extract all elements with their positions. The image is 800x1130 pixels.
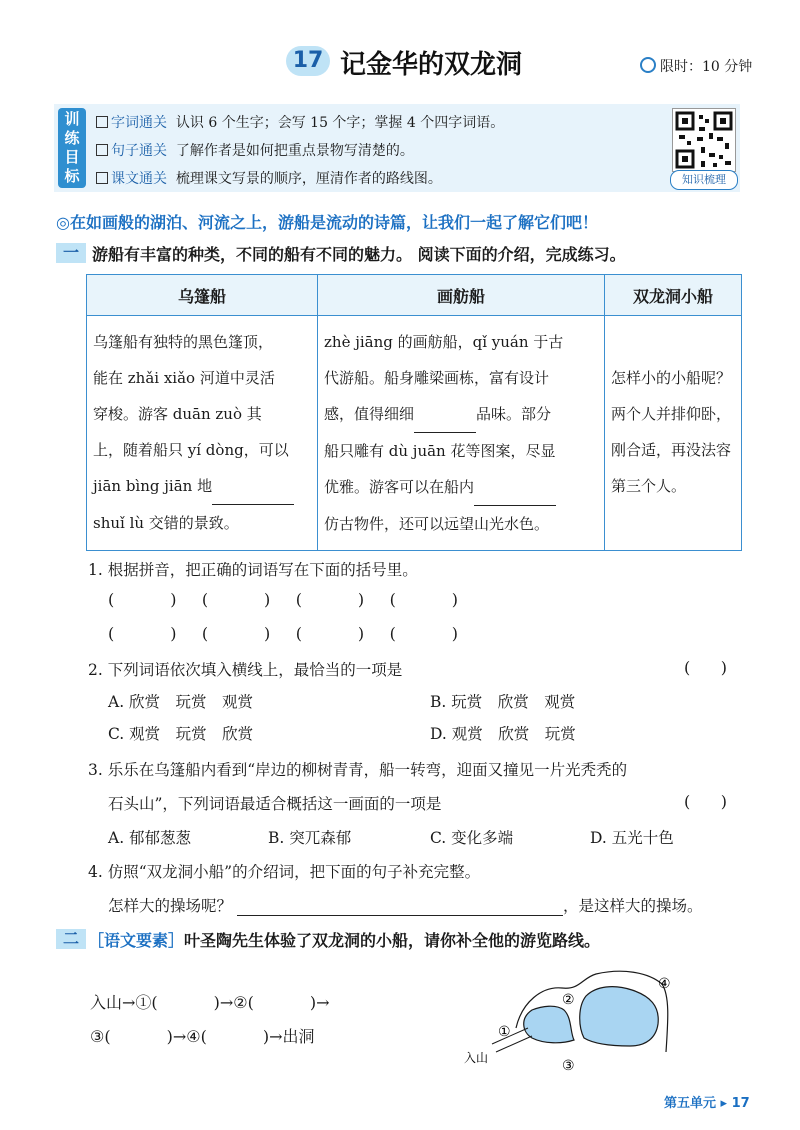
- question-2: 2. 下列词语依次填入横线上，最恰当的一项是: [88, 661, 403, 679]
- goal-item: 字词通关 认识 6 个生字；会写 15 个字；掌握 4 个四字词语。: [96, 112, 504, 132]
- option[interactable]: D. 观赏 欣赏 玩赏: [430, 725, 576, 743]
- option[interactable]: A. 欣赏 玩赏 观赏: [108, 693, 254, 711]
- table-cell: 乌篷船有独特的黑色篷顶， 能在 zhǎi xiǎo 河道中灵活 穿梭。游客 duān zuò 其 上，随着船只 yí dòng，可以 jiān bìng jiān 地 shuǐ lù 交错的景致。: [87, 316, 318, 551]
- option[interactable]: C. 观赏 玩赏 欣赏: [108, 725, 254, 743]
- fill-blank[interactable]: [474, 469, 556, 506]
- question-1: 1. 根据拼音，把正确的词语写在下面的括号里。: [88, 561, 418, 579]
- boat-table: [86, 274, 742, 551]
- table-cell: 怎样小的小船呢？ 两个人并排仰卧， 刚合适，再没法容 第三个人。: [605, 316, 742, 551]
- section-tag: 一: [56, 243, 86, 263]
- table-header: 乌篷船: [87, 275, 318, 316]
- answer-brackets-row[interactable]: ( ) ( ) ( ) ( ): [108, 624, 459, 643]
- goal-item: 句子通关 了解作者是如何把重点景物写清楚的。: [96, 140, 414, 160]
- clock-icon: [640, 57, 656, 73]
- question-4-line: 怎样大的操场呢？ ，是这样大的操场。: [108, 897, 703, 915]
- cave-chamber-outer: [524, 1006, 574, 1043]
- map-label-1: ①: [498, 1024, 511, 1040]
- section-heading: 游船有丰富的种类，不同的船有不同的魅力。 阅读下面的介绍，完成练习。: [92, 245, 626, 264]
- section-heading: ［语文要素］叶圣陶先生体验了双龙洞的小船，请你补全他的游览路线。: [88, 931, 601, 950]
- checkbox-icon[interactable]: [96, 144, 108, 156]
- fill-blank[interactable]: [237, 897, 563, 916]
- training-goals-tag: 训 练 目 标: [58, 108, 86, 188]
- question-3: 3. 乐乐在乌篷船内看到“岸边的柳树青青，船一转弯，迎面又撞见一片光秃秃的: [88, 761, 628, 779]
- question-3-cont: 石头山”，下列词语最适合概括这一画面的一项是: [108, 795, 442, 813]
- question-4: 4. 仿照“双龙洞小船”的介绍词，把下面的句子补充完整。: [88, 863, 481, 881]
- route-line: 入山→①( )→②( )→: [90, 993, 330, 1012]
- lesson-number: 17: [286, 46, 330, 76]
- answer-bracket[interactable]: ( ): [684, 792, 727, 811]
- map-label-3: ③: [562, 1058, 575, 1074]
- option[interactable]: A. 郁郁葱葱: [108, 829, 192, 847]
- table-header: 画舫船: [318, 275, 605, 316]
- time-limit: 限时：10 分钟: [640, 56, 752, 76]
- cave-route-map: [462, 966, 672, 1078]
- map-label-2: ②: [562, 992, 575, 1008]
- intro-text: ◎在如画般的湖泊、河流之上，游船是流动的诗篇，让我们一起了解它们吧！: [56, 213, 598, 232]
- checkbox-icon[interactable]: [96, 116, 108, 128]
- goal-item: 课文通关 梳理课文写景的顺序，厘清作者的路线图。: [96, 168, 442, 188]
- qr-code-icon[interactable]: [672, 108, 736, 172]
- answer-bracket[interactable]: ( ): [684, 658, 727, 677]
- route-line: ③( )→④( )→出洞: [90, 1027, 315, 1046]
- option[interactable]: C. 变化多端: [430, 829, 514, 847]
- option[interactable]: B. 突兀森郁: [268, 829, 352, 847]
- section-tag: 二: [56, 929, 86, 949]
- cave-chamber-inner: [580, 987, 659, 1046]
- fill-blank[interactable]: [212, 468, 294, 505]
- page-title: 记金华的双龙洞: [340, 50, 523, 80]
- option[interactable]: B. 玩赏 欣赏 观赏: [430, 693, 576, 711]
- answer-brackets-row[interactable]: ( ) ( ) ( ) ( ): [108, 590, 459, 609]
- map-label-4: ④: [658, 976, 671, 992]
- checkbox-icon[interactable]: [96, 172, 108, 184]
- option[interactable]: D. 五光十色: [590, 829, 674, 847]
- map-label-entry: 入山: [464, 1051, 489, 1065]
- table-cell: zhè jiāng 的画舫船，qǐ yuán 于古 代游船。船身雕梁画栋，富有设计 感，值得细细 品味。部分 船只雕有 dù juān 花等图案，尽显 优雅。游客可以在船内 仿古物件，还可以远望山光水色。: [318, 316, 605, 551]
- table-header: 双龙洞小船: [605, 275, 742, 316]
- fill-blank[interactable]: [414, 396, 476, 433]
- qr-label: 知识梳理: [670, 170, 738, 190]
- page-footer: 第五单元 ▸ 17: [664, 1096, 750, 1111]
